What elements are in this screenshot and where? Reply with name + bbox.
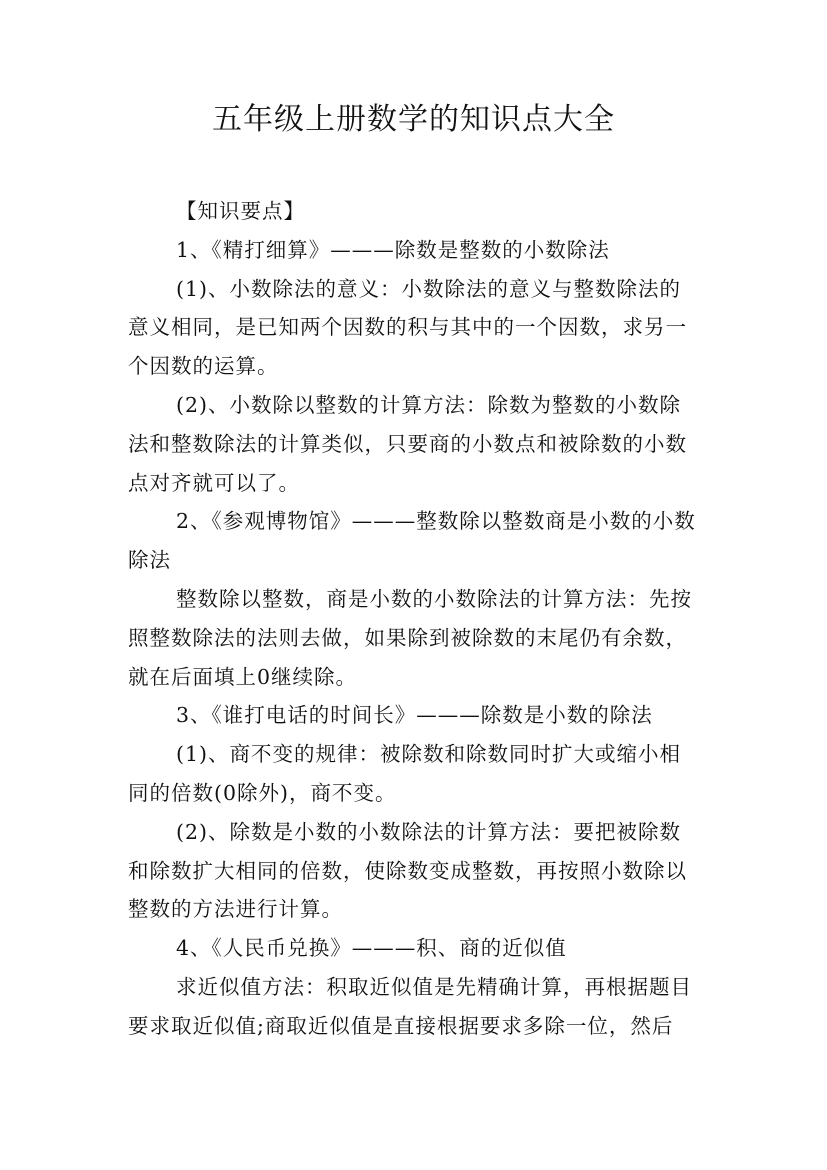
paragraph-line: (2)、小数除以整数的计算方法：除数为整数的小数除: [176, 392, 682, 417]
section-heading: 【知识要点】: [176, 199, 305, 223]
paragraph-line: 和除数扩大相同的倍数，使除数变成整数，再按照小数除以: [128, 858, 687, 883]
topic-heading: 4、《人民币兑换》———积、商的近似值: [176, 936, 567, 961]
paragraph-line: 要求取近似值;商取近似值是直接根据要求多除一位，然后: [128, 1013, 674, 1038]
paragraph-line: 求近似值方法：积取近似值是先精确计算，再根据题目: [176, 974, 692, 999]
topic-heading: 2、《参观博物馆》———整数除以整数商是小数的小数: [176, 509, 696, 534]
paragraph-line: 照整数除法的法则去做，如果除到被除数的末尾仍有余数，: [128, 625, 687, 650]
document-body: [128, 192, 716, 1046]
paragraph-line: 法和整数除法的计算类似，只要商的小数点和被除数的小数: [128, 431, 687, 456]
paragraph-line: (2)、除数是小数的小数除法的计算方法：要把被除数: [176, 819, 682, 844]
paragraph-line: 意义相同，是已知两个因数的积与其中的一个因数，求另一: [128, 315, 687, 340]
paragraph-line: 就在后面填上0继续除。: [128, 664, 358, 689]
topic-heading: 除法: [128, 548, 171, 573]
paragraph-line: 整数除以整数，商是小数的小数除法的计算方法：先按: [176, 586, 692, 611]
paragraph-line: 个因数的运算。: [128, 354, 279, 379]
topic-heading: 1、《精打细算》———除数是整数的小数除法: [176, 237, 610, 262]
paragraph-line: 点对齐就可以了。: [128, 470, 300, 495]
topic-heading: 3、《谁打电话的时间长》———除数是小数的除法: [176, 703, 653, 728]
document-title: 五年级上册数学的知识点大全: [212, 102, 615, 137]
paragraph-line: (1)、小数除法的意义：小数除法的意义与整数除法的: [176, 276, 682, 301]
paragraph-line: (1)、商不变的规律：被除数和除数同时扩大或缩小相: [176, 742, 682, 767]
paragraph-line: 同的倍数(0除外)，商不变。: [128, 780, 397, 805]
paragraph-line: 整数的方法进行计算。: [128, 897, 343, 922]
